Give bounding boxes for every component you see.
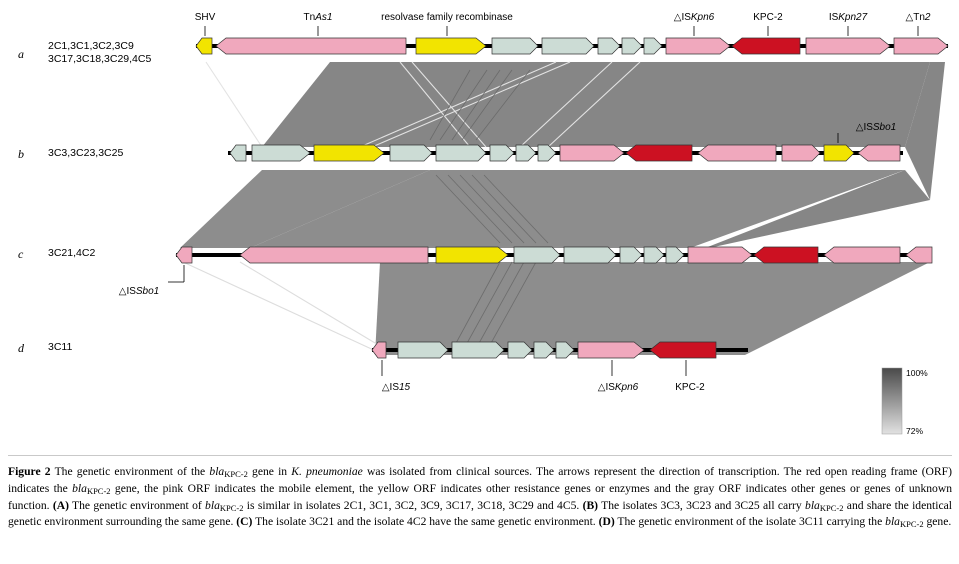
- caption-bold-c: (C): [236, 515, 253, 529]
- leaders-d: [382, 360, 686, 376]
- caption-bla-4: bla: [805, 498, 820, 512]
- row-d-letter: d: [18, 341, 24, 355]
- caption-sub-5: KPC-2: [899, 519, 924, 530]
- row-a-label-2: 3C17,3C18,3C29,4C5: [48, 53, 152, 65]
- row-b-label-1: 3C3,3C23,3C25: [48, 147, 124, 159]
- caption-text: [8, 465, 952, 528]
- orf-arrows-b: [230, 145, 900, 161]
- caption-text-c: The isolate 3C21 and the isolate 4C2 have the same genetic environment.: [252, 515, 599, 529]
- annotation-is15-d: △IS15: [381, 382, 411, 393]
- caption-bold-a: (A): [52, 498, 69, 512]
- caption-species: K. pneumoniae: [291, 465, 363, 478]
- leaders-c: [168, 265, 184, 282]
- caption-bla-2: bla: [72, 481, 87, 495]
- caption-bla-5: bla: [885, 515, 900, 529]
- row-a: [18, 12, 948, 65]
- caption-sub-3: KPC-2: [219, 502, 244, 513]
- orf-arrows-a: [196, 38, 948, 54]
- annotation-tnas1: TnAs1: [303, 12, 333, 23]
- annotation-shv: SHV: [194, 12, 216, 23]
- caption-part-1: The genetic environment of the: [54, 465, 210, 478]
- caption-sub-2: KPC-2: [86, 485, 111, 496]
- caption-part-4: gene, the pink ORF indicates the mobile element, the yellow ORF indicates other resistance genes or enzymes and the gray ORF indicates other genes or genes of unknown function.: [8, 481, 953, 512]
- similarity-ribbons: [180, 62, 945, 355]
- caption-text-b: The isolates 3C3, 3C23 and 3C25 all carry: [598, 498, 806, 512]
- annotation-issbo1-b: △ISSbo1: [855, 122, 897, 133]
- leaders-a: [205, 26, 918, 36]
- caption-bla-1: bla: [209, 465, 225, 478]
- row-a-label-1: 2C1,3C1,3C2,3C9: [48, 40, 134, 52]
- caption-part-3: was isolated from clinical sources. The arrows represent the direction of transcription. The red open reading frame (ORF) indicates the: [8, 465, 952, 495]
- annotation-issbo1-c: △ISSbo1: [118, 286, 160, 297]
- row-a-letter: a: [18, 47, 24, 61]
- annotation-iskpn6-a: △ISKpn6: [673, 12, 715, 23]
- row-b-letter: b: [18, 147, 24, 161]
- caption-sub-1: KPC-2: [224, 469, 248, 480]
- caption-text-a: The genetic environment of: [68, 498, 206, 512]
- figure-caption: [8, 455, 952, 531]
- row-d-label-1: 3C11: [48, 341, 73, 353]
- caption-text-a2: is similar in isolates 2C1, 3C1, 3C2, 3C9, 3C17, 3C18, 3C29 and 4C5.: [243, 498, 583, 512]
- row-c-letter: c: [18, 247, 24, 261]
- scale-bottom-label: 72%: [906, 426, 924, 436]
- caption-text-d2: gene.: [923, 515, 952, 529]
- annotation-iskpn27: ISKpn27: [828, 12, 868, 23]
- caption-text-b2: and share the identical genetic environment surrounding the same gene.: [8, 498, 952, 529]
- caption-bold-d: (D): [598, 515, 615, 529]
- annotation-kpc2-d: KPC-2: [675, 382, 705, 393]
- scale-top-label: 100%: [906, 368, 928, 378]
- annotation-tn2: △Tn2: [905, 12, 931, 23]
- caption-divider: [8, 455, 952, 456]
- annotation-iskpn6-d: △ISKpn6: [597, 382, 639, 393]
- caption-figure-label: Figure 2: [8, 465, 51, 478]
- annotation-kpc2-a: KPC-2: [753, 12, 783, 23]
- caption-sub-4: KPC-2: [819, 502, 844, 513]
- caption-text-d: The genetic environment of the isolate 3C11 carrying the: [614, 515, 886, 529]
- orf-arrows-d: [372, 342, 716, 358]
- identity-scale-bar: [882, 368, 928, 436]
- caption-bla-3: bla: [205, 498, 220, 512]
- caption-bold-b: (B): [582, 498, 599, 512]
- row-d: [18, 341, 748, 393]
- caption-part-2: gene in: [247, 465, 292, 478]
- row-c-label-1: 3C21,4C2: [48, 247, 96, 259]
- annotation-resolvase: resolvase family recombinase: [381, 12, 513, 23]
